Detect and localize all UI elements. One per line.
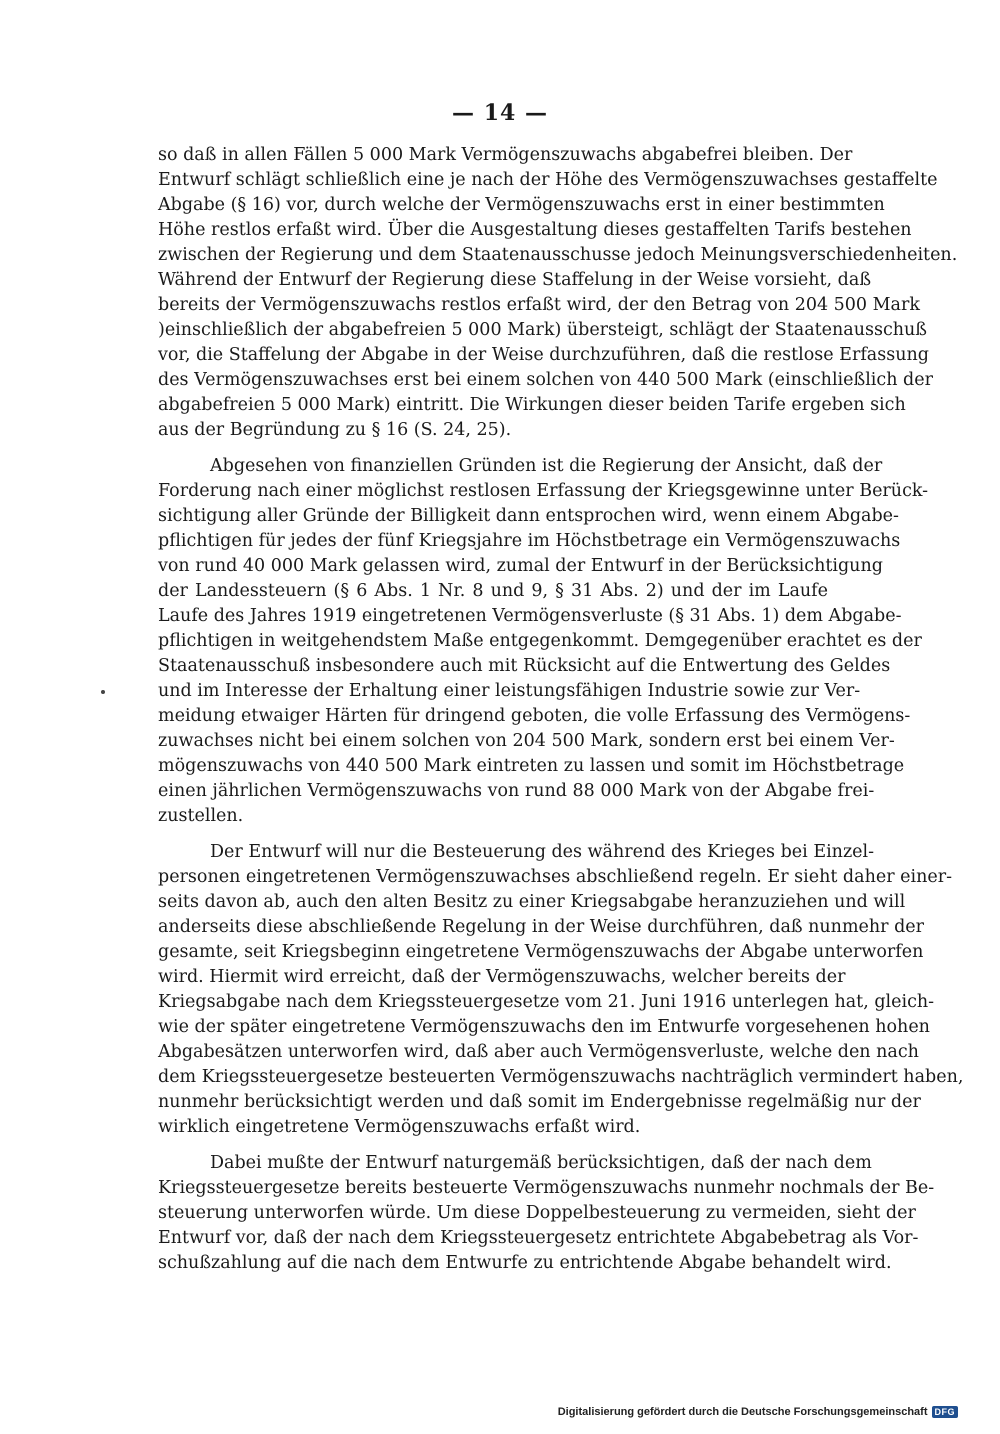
text-line: der Landessteuern (§ 6 Abs. 1 Nr. 8 und 9, § 31 Abs. 2) und der im Laufe (158, 581, 828, 601)
text-line: einen jährlichen Vermögenszuwachs von rund 88 000 Mark von der Abgabe frei- (158, 781, 875, 801)
credit-text: Digitalisierung gefördert durch die Deutsche Forschungsgemeinschaft (557, 1406, 928, 1418)
text-line: zwischen der Regierung und dem Staatenausschusse jedoch Meinungsverschiedenheiten. (158, 245, 958, 265)
digitization-credit (558, 1406, 958, 1418)
page-number: — 14 — (452, 100, 548, 126)
text-line: so daß in allen Fällen 5 000 Mark Vermögenszuwachs abgabefrei bleiben. Der (158, 145, 853, 165)
text-line: abgabefreien 5 000 Mark) eintritt. Die Wirkungen dieser beiden Tarife ergeben sich (158, 395, 906, 415)
paragraph (158, 143, 958, 443)
paragraph (158, 454, 929, 829)
text-line: personen eingetretenen Vermögenszuwachses abschließend regeln. Er sieht daher einer- (158, 867, 952, 887)
text-line: aus der Begründung zu § 16 (S. 24, 25). (158, 420, 512, 440)
text-line: bereits der Vermögenszuwachs restlos erfaßt wird, der den Betrag von 204 500 Mark (158, 295, 920, 315)
text-line: vor, die Staffelung der Abgabe in der Weise durchzuführen, daß die restlose Erfassung (158, 345, 929, 365)
text-line: Entwurf schlägt schließlich eine je nach der Höhe des Vermögenszuwachses gestaffelte (158, 170, 938, 190)
paragraph (158, 1151, 935, 1276)
text-line: zustellen. (158, 806, 244, 826)
text-line: Während der Entwurf der Regierung diese Staffelung in der Weise vorsieht, daß (158, 270, 872, 290)
text-line: mögenszuwachs von 440 500 Mark eintreten zu lassen und somit im Höchstbetrage (158, 756, 905, 776)
text-line: Entwurf vor, daß der nach dem Kriegssteuergesetz entrichtete Abgabebetrag als Vor- (158, 1228, 919, 1248)
text-line: gesamte, seit Kriegsbeginn eingetretene Vermögenszuwachs der Abgabe unterworfen (158, 942, 924, 962)
dfg-logo: DFG (932, 1406, 959, 1418)
text-line: Abgabe (§ 16) vor, durch welche der Vermögenszuwachs erst in einer bestimmten (158, 195, 885, 215)
text-line: dem Kriegssteuergesetze besteuerten Vermögenszuwachs nachträglich vermindert haben, (158, 1067, 964, 1087)
margin-mark (101, 690, 105, 694)
text-line: Forderung nach einer möglichst restlosen Erfassung der Kriegsgewinne unter Berück- (158, 481, 929, 501)
body-text (158, 143, 964, 1276)
text-line: wirklich eingetretene Vermögenszuwachs erfaßt wird. (158, 1117, 641, 1137)
text-line: pflichtigen in weitgehendstem Maße entgegenkommt. Demgegenüber erachtet es der (158, 631, 922, 651)
text-line: Staatenausschuß insbesondere auch mit Rücksicht auf die Entwertung des Geldes (158, 656, 891, 676)
text-line: Dabei mußte der Entwurf naturgemäß berücksichtigen, daß der nach dem (210, 1153, 872, 1173)
text-line: seits davon ab, auch den alten Besitz zu einer Kriegsabgabe heranzuziehen und will (158, 892, 906, 912)
text-line: Abgabesätzen unterworfen wird, daß aber auch Vermögensverluste, welche den nach (158, 1042, 919, 1062)
text-line: meidung etwaiger Härten für dringend geboten, die volle Erfassung des Vermögens- (158, 706, 911, 726)
text-line: Laufe des Jahres 1919 eingetretenen Vermögensverluste (§ 31 Abs. 1) dem Abgabe- (158, 606, 902, 626)
text-line: anderseits diese abschließende Regelung in der Weise durchführen, daß nunmehr der (158, 917, 925, 937)
text-line: steuerung unterworfen würde. Um diese Doppelbesteuerung zu vermeiden, sieht der (158, 1203, 916, 1223)
paragraph (158, 840, 964, 1140)
text-line: )einschließlich der abgabefreien 5 000 Mark) übersteigt, schlägt der Staatenausschuß (158, 320, 927, 340)
text-line: Kriegsabgabe nach dem Kriegssteuergesetze vom 21. Juni 1916 unterlegen hat, gleich- (158, 992, 935, 1012)
text-line: von rund 40 000 Mark gelassen wird, zumal der Entwurf in der Berücksichtigung (158, 556, 883, 576)
text-line: Der Entwurf will nur die Besteuerung des während des Krieges bei Einzel- (210, 842, 875, 862)
text-line: zuwachses nicht bei einem solchen von 204 500 Mark, sondern erst bei einem Ver- (158, 731, 895, 751)
text-line: Abgesehen von finanziellen Gründen ist die Regierung der Ansicht, daß der (210, 456, 883, 476)
text-line: pflichtigen für jedes der fünf Kriegsjahre im Höchstbetrage ein Vermögenszuwachs (158, 531, 901, 551)
text-line: und im Interesse der Erhaltung einer leistungsfähigen Industrie sowie zur Ver- (158, 681, 861, 701)
text-line: wie der später eingetretene Vermögenszuwachs den im Entwurfe vorgesehenen hohen (158, 1017, 930, 1037)
text-line: wird. Hiermit wird erreicht, daß der Vermögenszuwachs, welcher bereits der (158, 967, 846, 987)
text-line: sichtigung aller Gründe der Billigkeit dann entsprochen wird, wenn einem Abgabe- (158, 506, 899, 526)
text-line: Höhe restlos erfaßt wird. Über die Ausgestaltung dieses gestaffelten Tarifs bestehen (158, 220, 912, 240)
text-line: des Vermögenszuwachses erst bei einem solchen von 440 500 Mark (einschließlich der (158, 370, 933, 390)
text-line: schußzahlung auf die nach dem Entwurfe zu entrichtende Abgabe behandelt wird. (158, 1253, 892, 1273)
text-line: Kriegssteuergesetze bereits besteuerte Vermögenszuwachs nunmehr nochmals der Be- (158, 1178, 935, 1198)
text-line: nunmehr berücksichtigt werden und daß somit im Endergebnisse regelmäßig nur der (158, 1092, 921, 1112)
